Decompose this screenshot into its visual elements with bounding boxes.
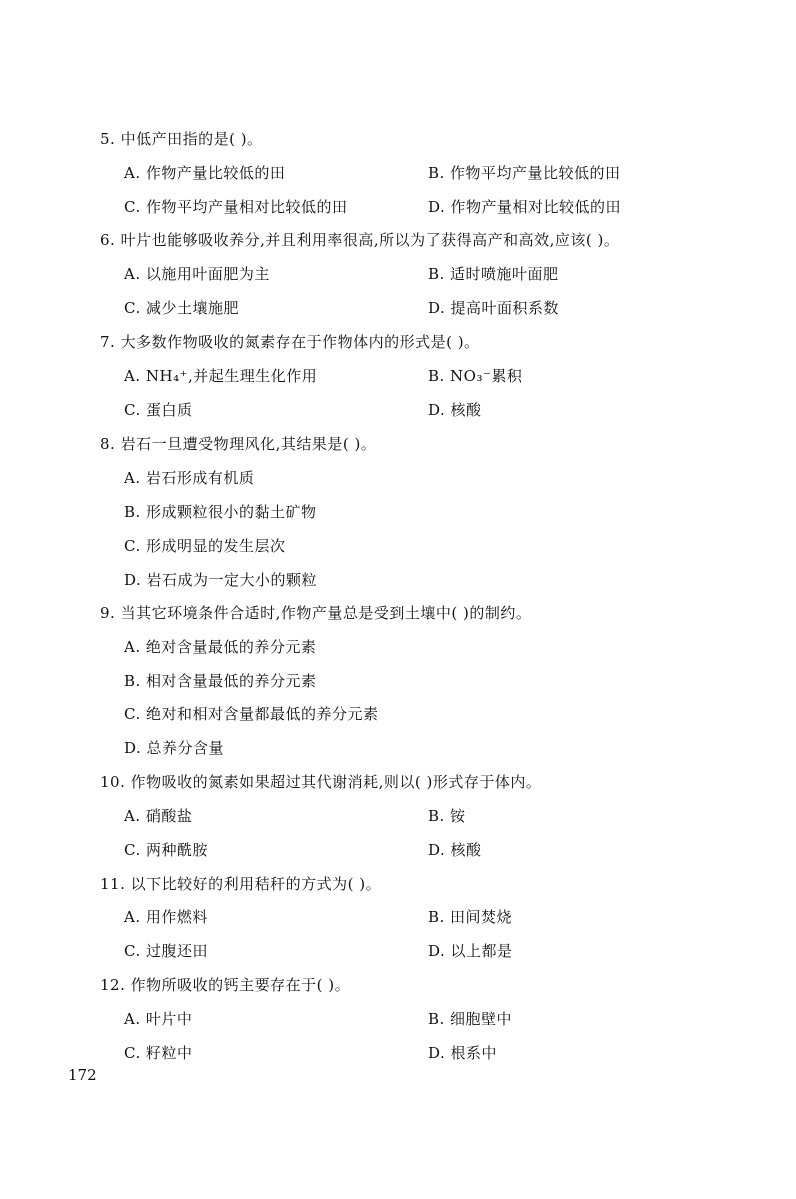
question-12-option-c: C. 籽粒中 (124, 1044, 193, 1062)
question-12-option-d: D. 根系中 (428, 1044, 498, 1062)
question-12-option-b: B. 细胞壁中 (428, 1010, 513, 1028)
question-6-option-d: D. 提高叶面积系数 (428, 299, 560, 317)
question-11-stem: 11. 以下比较好的利用秸秆的方式为( )。 (100, 875, 382, 893)
question-6-option-b: B. 适时喷施叶面肥 (428, 265, 559, 283)
question-5-option-c: C. 作物平均产量相对比较低的田 (124, 198, 348, 216)
question-8-option-b: B. 形成颗粒很小的黏土矿物 (124, 503, 317, 521)
question-5-option-d: D. 作物产量相对比较低的田 (428, 198, 622, 216)
question-11-option-a: A. 用作燃料 (124, 908, 208, 926)
question-10-option-c: C. 两种酰胺 (124, 841, 208, 859)
question-10-option-d: D. 核酸 (428, 841, 482, 859)
question-5-option-a: A. 作物产量比较低的田 (124, 164, 286, 182)
question-9-stem: 9. 当其它环境条件合适时,作物产量总是受到土壤中( )的制约。 (100, 604, 532, 622)
question-10-stem: 10. 作物吸收的氮素如果超过其代谢消耗,则以( )形式存于体内。 (100, 773, 542, 791)
question-7-option-d: D. 核酸 (428, 401, 482, 419)
question-9-option-c: C. 绝对和相对含量都最低的养分元素 (124, 705, 379, 723)
question-11-option-d: D. 以上都是 (428, 942, 513, 960)
question-8-option-a: A. 岩石形成有机质 (124, 469, 255, 487)
question-11-option-c: C. 过腹还田 (124, 942, 208, 960)
question-12-stem: 12. 作物所吸收的钙主要存在于( )。 (100, 976, 351, 994)
question-8-stem: 8. 岩石一旦遭受物理风化,其结果是( )。 (100, 435, 377, 453)
question-11-option-b: B. 田间焚烧 (428, 908, 513, 926)
question-9-option-b: B. 相对含量最低的养分元素 (124, 672, 317, 690)
question-10-option-b: B. 铵 (428, 807, 466, 825)
question-7-option-b: B. NO₃⁻累积 (428, 367, 523, 385)
question-5-stem: 5. 中低产田指的是( )。 (100, 130, 263, 148)
question-7-option-c: C. 蛋白质 (124, 401, 193, 419)
question-7-option-a: A. NH₄⁺,并起生理生化作用 (124, 367, 318, 385)
page-number: 172 (68, 1066, 97, 1084)
question-6-option-a: A. 以施用叶面肥为主 (124, 265, 270, 283)
question-8-option-c: C. 形成明显的发生层次 (124, 537, 286, 555)
question-7-stem: 7. 大多数作物吸收的氮素存在于作物体内的形式是( )。 (100, 333, 480, 351)
question-6-option-c: C. 减少土壤施肥 (124, 299, 239, 317)
question-6-stem: 6. 叶片也能够吸收养分,并且利用率很高,所以为了获得高产和高效,应该( )。 (100, 231, 620, 249)
question-9-option-a: A. 绝对含量最低的养分元素 (124, 638, 317, 656)
question-9-option-d: D. 总养分含量 (124, 739, 225, 757)
question-5-option-b: B. 作物平均产量比较低的田 (428, 164, 621, 182)
question-8-option-d: D. 岩石成为一定大小的颗粒 (124, 571, 318, 589)
question-10-option-a: A. 硝酸盐 (124, 807, 193, 825)
question-12-option-a: A. 叶片中 (124, 1010, 193, 1028)
